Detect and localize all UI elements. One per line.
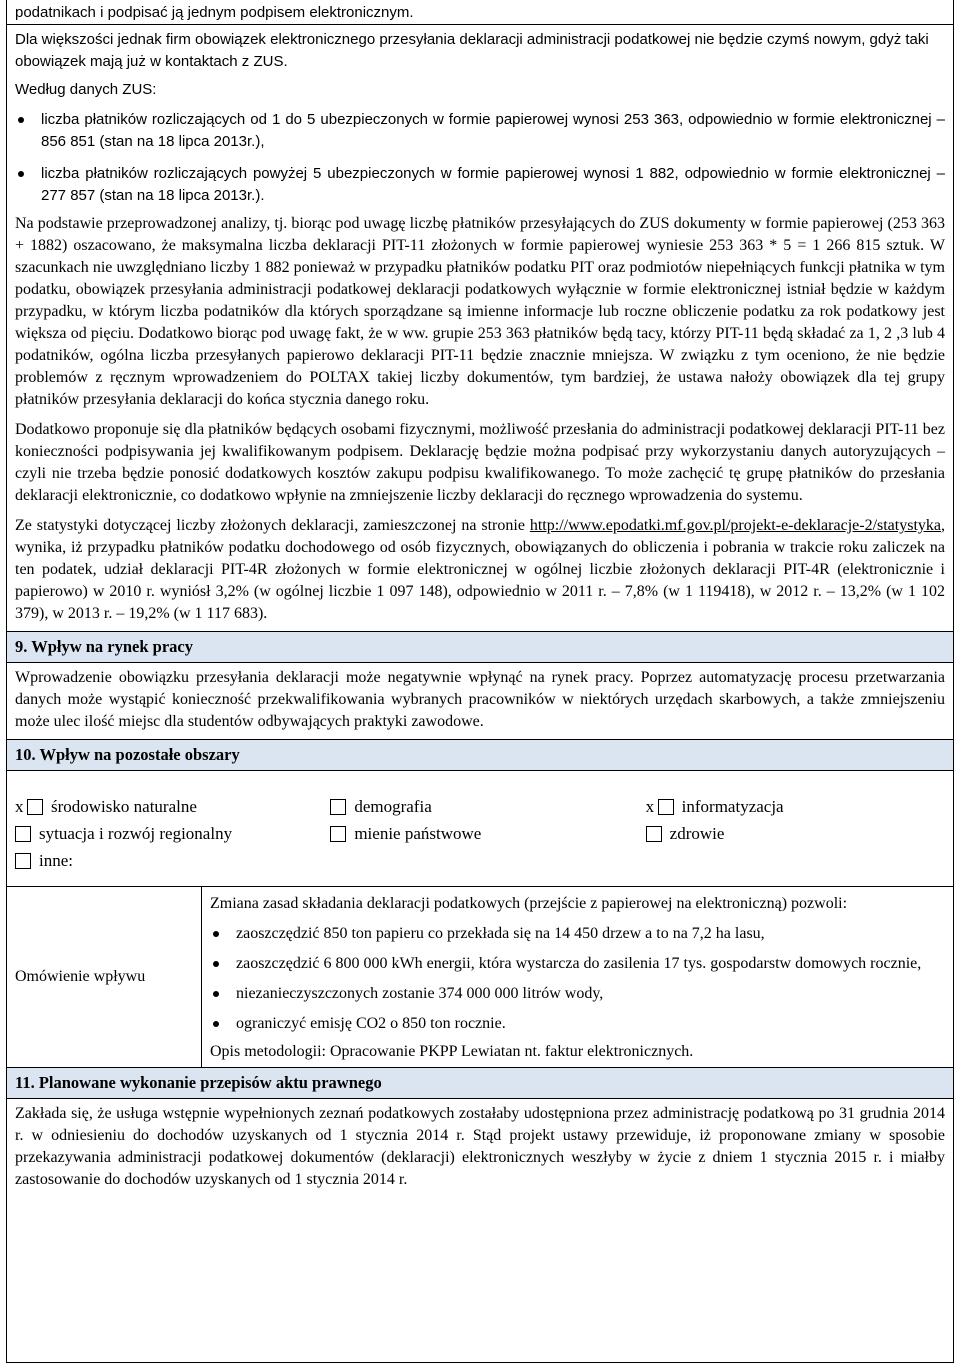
checkbox-label: informatyzacja xyxy=(681,796,784,816)
checkbox-icon xyxy=(646,826,662,842)
impact-bullets xyxy=(210,923,945,1035)
checkbox-icon xyxy=(15,853,31,869)
checkbox-label: inne: xyxy=(39,850,73,870)
statistics-text-before: Ze statystyki dotyczącej liczby złożonych deklaracji, zamieszczonej na stronie xyxy=(15,517,530,534)
methodology-note: Opis metodologii: Opracowanie PKPP Lewiatan nt. faktur elektronicznych. xyxy=(210,1043,694,1060)
checkbox-icon xyxy=(658,799,674,815)
impact-label-cell xyxy=(7,887,202,1067)
section-9-text: Wprowadzenie obowiązku przesyłania deklaracji może negatywnie wpłynąć na rynek pracy. Poprzez automatyzację procesu przetwarzania danych może wystąpić konieczność przekwalifikowania wybranych pracowników w niektórych urzędach skarbowych, a także zmniejszeniu może ulec ilość miejsc dla studentów odbywających praktyki zawodowe. xyxy=(15,669,945,730)
impact-body xyxy=(202,887,953,1067)
checkbox-mark: x xyxy=(15,796,24,816)
impact-discussion xyxy=(7,886,953,1067)
checkbox-label: mienie państwowe xyxy=(354,823,482,843)
checkbox-informatization[interactable] xyxy=(646,793,945,820)
statistics-link[interactable]: http://www.epodatki.mf.gov.pl/projekt-e-deklaracje-2/statystyka xyxy=(529,517,941,534)
checkbox-demography[interactable] xyxy=(330,793,629,820)
checkbox-column-3 xyxy=(638,787,953,880)
impact-checkbox-grid xyxy=(7,770,953,886)
list-item: ograniczyć emisję CO2 o 850 ton rocznie. xyxy=(210,1013,945,1035)
list-item: zaoszczędzić 850 ton papieru co przekłada się na 14 450 drzew a to na 7,2 ha lasu, xyxy=(210,923,945,945)
analysis-paragraph: Na podstawie przeprowadzonej analizy, tj. biorąc pod uwagę liczbę płatników przesyłających do ZUS dokumenty w formie papierowej (253 363 + 1882) oszacowano, że maksymalna liczba deklaracji PIT-11 złożonych w formie papierowej wyniesie 253 363 * 5 = 1 266 815 sztuk. W szacunkach nie uwzględniano liczby 1 882 ponieważ w przypadku płatników podatku PIT oraz podmiotów niepełniących funkcji płatnika w tym podatku, obowiązek przesyłania administracji podatkowej deklaracji podatkowych wyłącznie w formie elektronicznej istniał będzie w każdym przypadku, w którym liczba podatników dla których sporządzane są imienne informacje lub roczne obliczenie podatku za rok podatkowy jest większa od pięciu. Dodatkowo biorąc pod uwagę fakt, że w ww. grupie 253 363 płatników będą tacy, którzy PIT-11 będą składać za 1, 2 ,3 lub 4 podatników, ogólna liczba przesyłanych papierowo deklaracji PIT-11 będzie znacznie mniejsza. W związku z tym oceniono, że nie będzie problemów z ręcznym wprowadzeniem do POLTAX takiej liczby dokumentów, tym bardziej, że ustawa nałoży obowiązek dla tej grupy płatników przesyłania deklaracji do końca stycznia danego roku. xyxy=(15,215,945,408)
checkbox-icon xyxy=(330,799,346,815)
checkbox-label: sytuacja i rozwój regionalny xyxy=(39,823,233,843)
zus-block xyxy=(7,24,953,207)
document-page xyxy=(6,0,954,1363)
intro-paragraph: Dla większości jednak firm obowiązek elektronicznego przesyłania deklaracji administracji podatkowej nie będzie czymś nowym, gdyż taki obowiązek mają już w kontaktach z ZUS. xyxy=(15,31,929,70)
section-10-heading xyxy=(7,739,953,770)
list-item: zaoszczędzić 6 800 000 kWh energii, która wystarcza do zasilenia 17 tys. gospodarstw domowych rocznie, xyxy=(210,953,945,975)
zus-header: Według danych ZUS: xyxy=(15,81,157,98)
checkbox-column-1 xyxy=(7,787,322,880)
statistics-text-after: , wynika, iż przypadku płatników podatku dochodowego od osób fizycznych, obowiązanych do obliczenia i pobrania w trakcie roku zaliczek na ten podatek, udział deklaracji PIT-4R złożonych w formie elektronicznej w ogólnej liczbie złożonych deklaracji PIT-4R (elektronicznie i papierowo) w 2010 r. wyniósł 3,2% (w ogólnej liczbie 1 097 148), odpowiednio w 2011 r. – 7,8% (w 1 119418), w 2012 r. – 13,2% (w 1 102 379), w 2013 r. – 19,2% (w 1 117 683). xyxy=(15,517,945,622)
checkbox-column-2 xyxy=(322,787,637,880)
section-11-text: Zakłada się, że usługa wstępnie wypełnionych zeznań podatkowych zostałaby udostępniona przez administrację podatkową po 31 grudnia 2014 r. w odniesieniu do dochodów uzyskanych od 1 stycznia 2014 r. Stąd projekt ustawy przewiduje, iż proponowane zmiany w sposobie przekazywania administracji podatkowej dokumentów (deklaracji) elektronicznych weszłyby w życie z dniem 1 stycznia 2015 r. i miałby zastosowanie do dochodów uzyskanych od 1 stycznia 2014 r. xyxy=(15,1105,945,1188)
checkbox-regional[interactable] xyxy=(15,820,314,847)
section-9-title: 9. Wpływ na rynek pracy xyxy=(15,637,194,656)
checkbox-icon xyxy=(330,826,346,842)
checkbox-label: zdrowie xyxy=(669,823,725,843)
section-11-title: 11. Planowane wykonanie przepisów aktu prawnego xyxy=(15,1073,382,1092)
checkbox-mark: x xyxy=(645,796,655,816)
checkbox-health[interactable] xyxy=(646,820,945,847)
checkbox-label: środowisko naturalne xyxy=(51,796,197,816)
list-item: niezanieczyszczonych zostanie 374 000 000 litrów wody, xyxy=(210,983,945,1005)
section-10-title: 10. Wpływ na pozostałe obszary xyxy=(15,745,240,764)
checkbox-other[interactable] xyxy=(15,847,314,874)
section-9-heading xyxy=(7,631,953,662)
section-11-body xyxy=(7,1098,953,1191)
checkbox-icon xyxy=(27,799,43,815)
proposal-paragraph: Dodatkowo proponuje się dla płatników będących osobami fizycznymi, możliwość przesłania do administracji podatkowej deklaracji PIT-11 bez konieczności podpisywania jej kwalifikowanym podpisem. Deklarację będzie można podpisać przy wykorzystaniu danych autoryzujących – czyli nie trzeba będzie ponosić dodatkowych kosztów zakupu podpisu kwalifikowanego. To może zachęcić tę grupę płatników do przesłania deklaracji elektronicznie, co dodatkowo wpłynie na zmniejszenie liczby deklaracji do ręcznego wprowadzenia do systemu. xyxy=(15,421,945,504)
impact-intro: Zmiana zasad składania deklaracji podatkowych (przejście z papierowej na elektroniczną) pozwoli: xyxy=(210,895,848,912)
impact-label: Omówienie wpływu xyxy=(15,968,146,985)
section-9-body xyxy=(7,662,953,739)
statistics-paragraph xyxy=(15,515,945,625)
section-11-heading xyxy=(7,1067,953,1098)
checkbox-label: demografia xyxy=(354,796,432,816)
checkbox-icon xyxy=(15,826,31,842)
list-item: liczba płatników rozliczających od 1 do 5 ubezpieczonych w formie papierowej wynosi 253 363, odpowiednio w formie elektronicznej – 856 851 (stan na 18 lipca 2013r.), xyxy=(15,109,945,153)
intro-line: podatnikach i podpisać ją jednym podpisem elektronicznym. xyxy=(15,4,414,21)
analysis-block xyxy=(7,207,953,625)
zus-bullets xyxy=(15,109,945,207)
intro-section xyxy=(7,0,953,24)
checkbox-environment[interactable] xyxy=(15,793,314,820)
checkbox-state-property[interactable] xyxy=(330,820,629,847)
list-item: liczba płatników rozliczających powyżej 5 ubezpieczonych w formie papierowej wynosi 1 882, odpowiednio w formie elektronicznej – 277 857 (stan na 18 lipca 2013r.). xyxy=(15,163,945,207)
